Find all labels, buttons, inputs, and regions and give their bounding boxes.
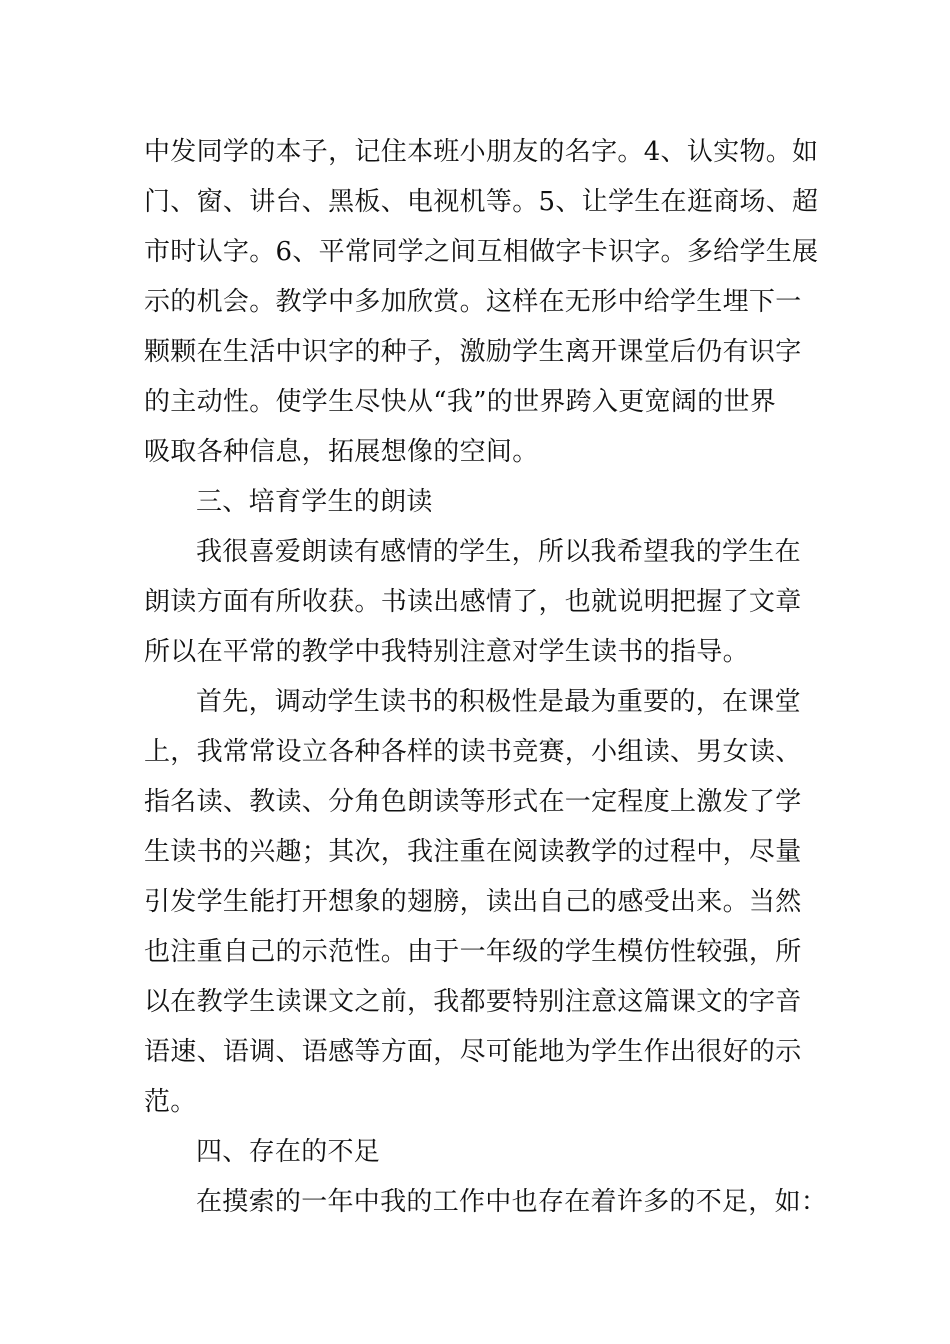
text-line: 门、窗、讲台、黑板、电视机等。5、让学生在逛商场、超 [144, 187, 819, 217]
text-line: 中发同学的本子，记住本班小朋友的名字。4、认实物。如 [144, 137, 819, 167]
text-line: 生读书的兴趣；其次，我注重在阅读教学的过程中，尽量 [144, 837, 802, 867]
section-heading: 三、培育学生的朗读 [196, 487, 433, 517]
text-line: 语速、语调、语感等方面，尽可能地为学生作出很好的示 [144, 1037, 802, 1067]
text-line: 首先，调动学生读书的积极性是最为重要的，在课堂 [196, 687, 801, 717]
text-line: 示的机会。教学中多加欣赏。这样在无形中给学生埋下一 [144, 287, 802, 317]
text-line: 上，我常常设立各种各样的读书竞赛，小组读、男女读、 [144, 737, 802, 767]
text-line: 所以在平常的教学中我特别注意对学生读书的指导。 [144, 637, 749, 667]
text-line: 我很喜爱朗读有感情的学生，所以我希望我的学生在 [196, 537, 801, 567]
text-line: 吸取各种信息，拓展想像的空间。 [144, 437, 539, 467]
section-heading: 四、存在的不足 [196, 1137, 381, 1167]
text-line: 也注重自己的示范性。由于一年级的学生模仿性较强，所 [144, 937, 802, 967]
text-line: 颗颗在生活中识字的种子，激励学生离开课堂后仍有识字 [144, 337, 802, 367]
text-line: 市时认字。6、平常同学之间互相做字卡识字。多给学生展 [144, 237, 819, 267]
text-line: 范。 [144, 1087, 197, 1117]
text-line: 在摸索的一年中我的工作中也存在着许多的不足，如： [196, 1187, 828, 1217]
text-line: 引发学生能打开想象的翅膀，读出自己的感受出来。当然 [144, 887, 802, 917]
text-line: 以在教学生读课文之前，我都要特别注意这篇课文的字音 [144, 987, 802, 1017]
text-line: 朗读方面有所收获。书读出感情了，也就说明把握了文章 [144, 587, 802, 617]
text-line: 指名读、教读、分角色朗读等形式在一定程度上激发了学 [144, 787, 802, 817]
text-line: 的主动性。使学生尽快从“我”的世界跨入更宽阔的世界 [144, 387, 777, 417]
